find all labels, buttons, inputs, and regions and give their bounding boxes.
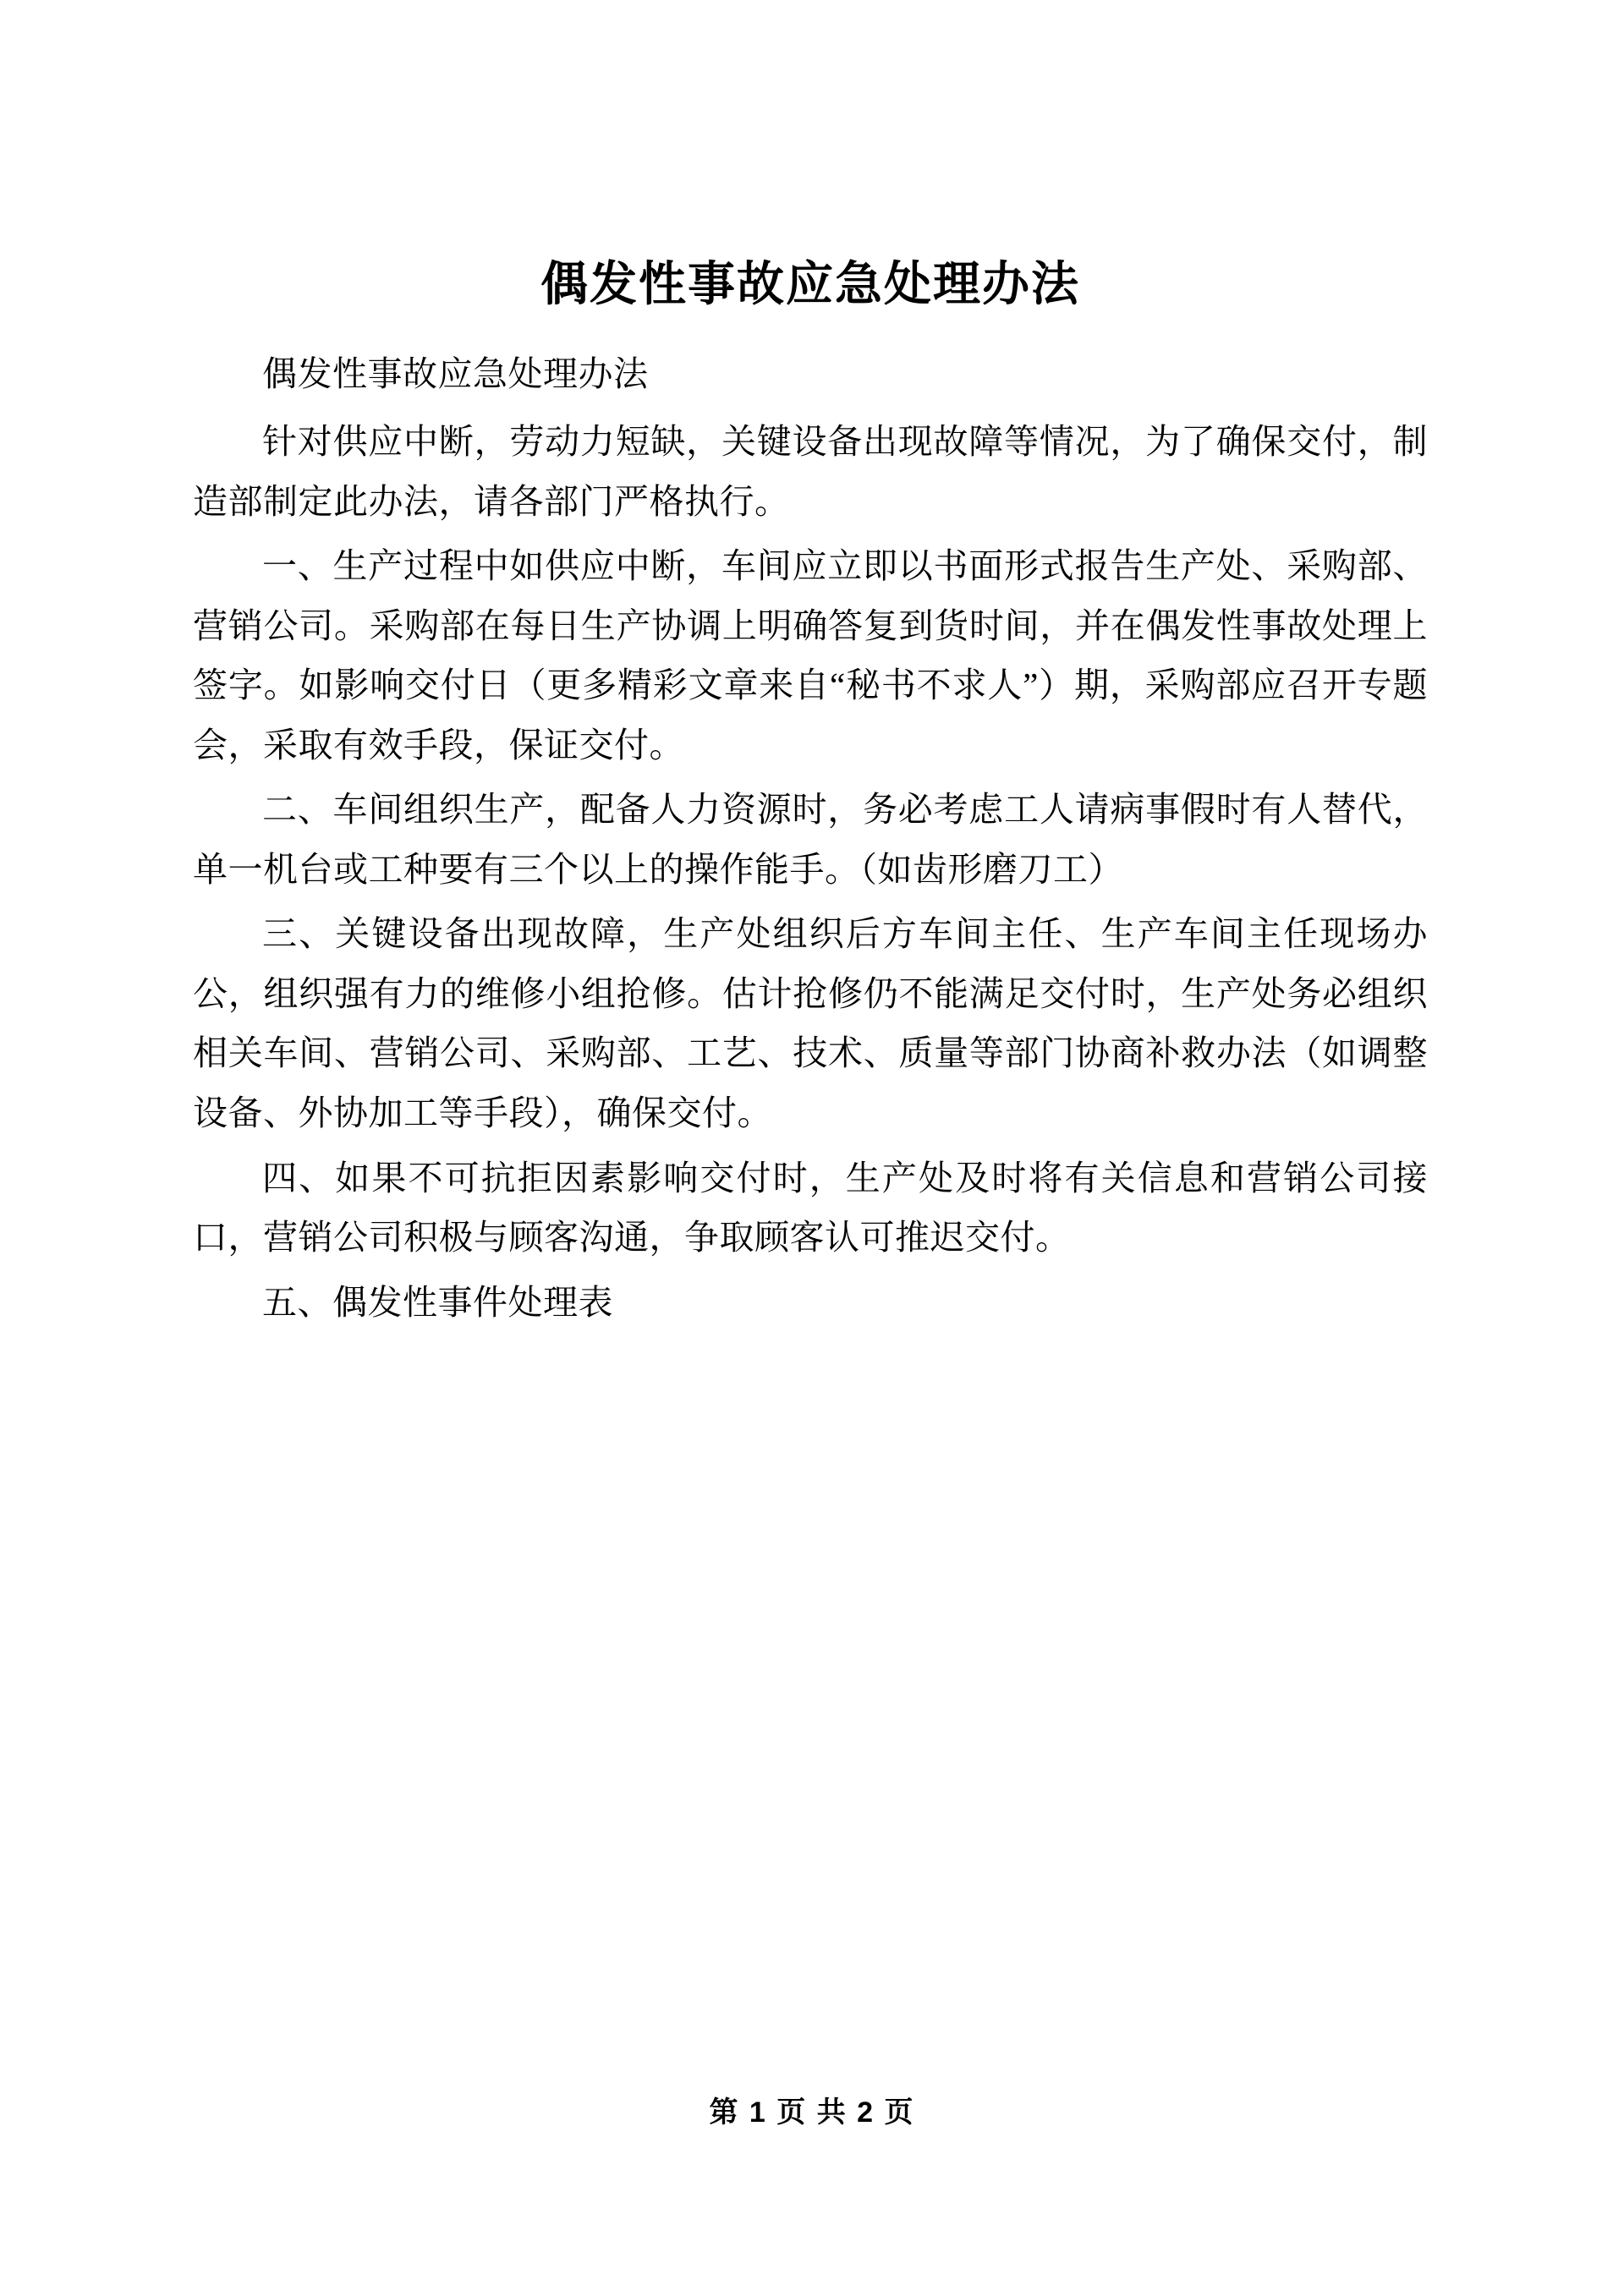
paragraph-item-2: 二、车间组织生产，配备人力资源时，务必考虑工人请病事假时有人替代，单一机台或工种要有三个以上的操作能手。（如齿形磨刀工）	[193, 790, 1428, 889]
paragraph-subtitle: 偶发性事故应急处理办法	[262, 353, 649, 393]
paragraph-item-5: 五、偶发性事件处理表	[262, 1282, 613, 1322]
paragraph-item-3: 三、关键设备出现故障，生产处组织后方车间主任、生产车间主任现场办公，组织强有力的维修小组抢修。估计抢修仍不能满足交付时，生产处务必组织相关车间、营销公司、采购部、工艺、技术、质量等部门协商补救办法（如调整设备、外协加工等手段），确保交付。	[193, 914, 1428, 1132]
page-title: 偶发性事故应急处理办法	[540, 257, 1080, 310]
document-body	[193, 254, 1428, 1337]
paragraph-intro: 针对供应中断，劳动力短缺，关键设备出现故障等情况，为了确保交付，制造部制定此办法，请各部门严格执行。	[193, 422, 1428, 521]
page-footer: 第 1 页 共 2 页	[709, 2096, 915, 2129]
paragraph-item-1: 一、生产过程中如供应中断，车间应立即以书面形式报告生产处、采购部、营销公司。采购部在每日生产协调上明确答复到货时间，并在偶发性事故处理上签字。如影响交付日（更多精彩文章来自“秘书不求人”）期，采购部应召开专题会，采取有效手段，保证交付。	[193, 546, 1428, 764]
paragraph-item-4: 四、如果不可抗拒因素影响交付时，生产处及时将有关信息和营销公司接口，营销公司积极与顾客沟通，争取顾客认可推迟交付。	[193, 1158, 1428, 1258]
